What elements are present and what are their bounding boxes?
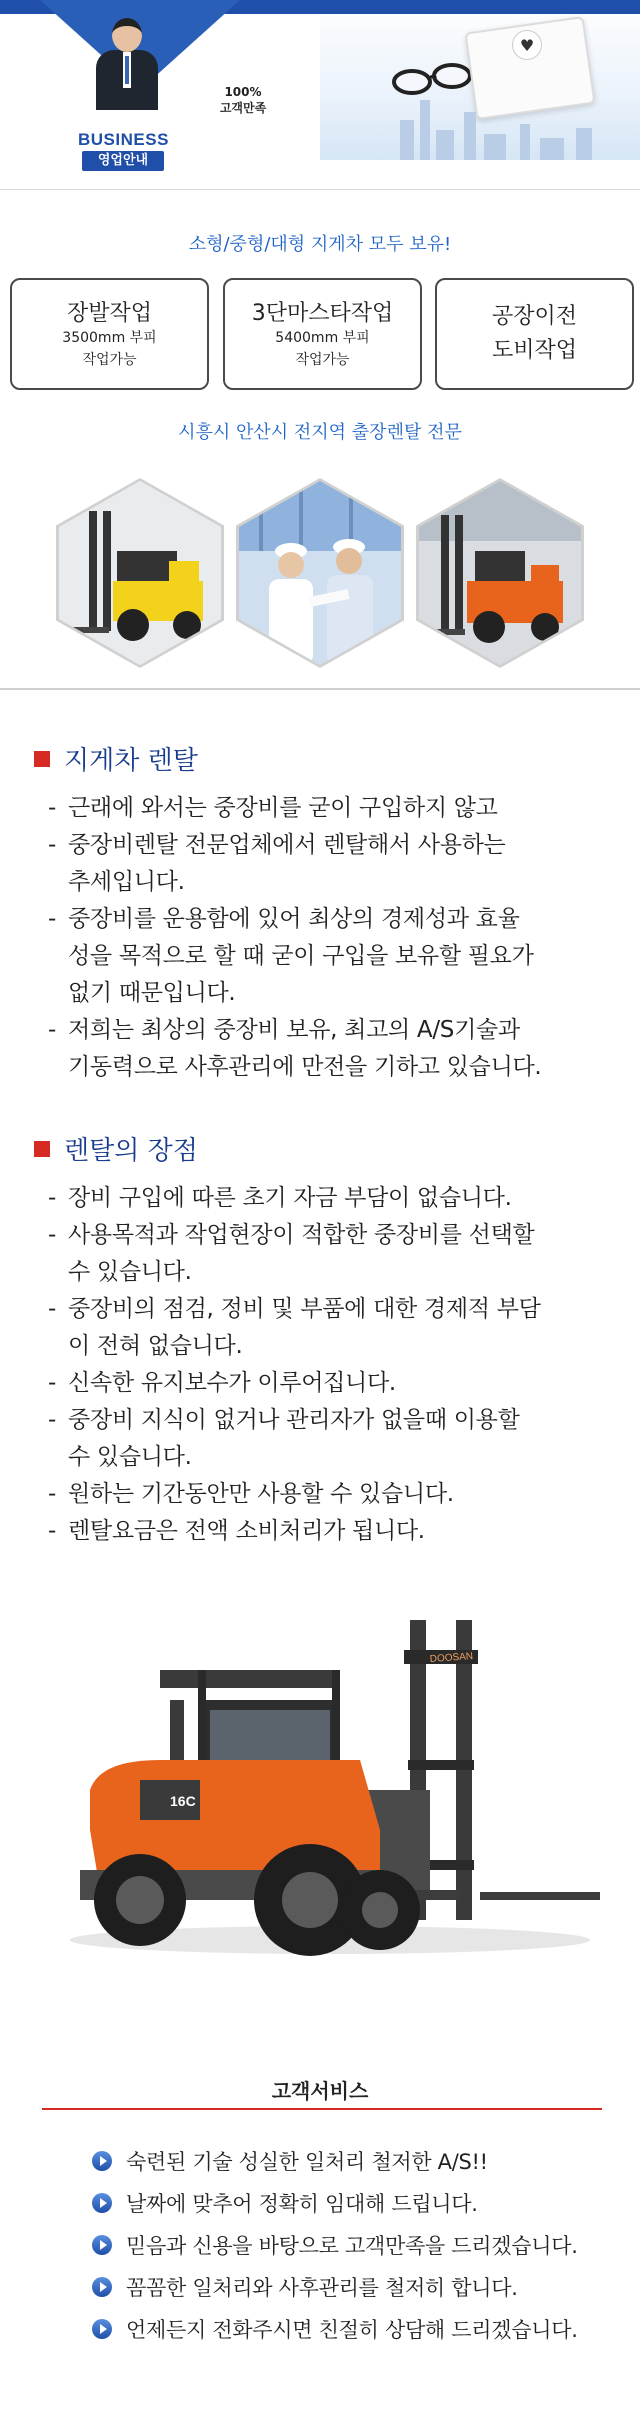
customer-service-divider <box>42 2108 602 2110</box>
list-item: 추세입니다. <box>68 869 185 895</box>
list-item: 없기 때문입니다. <box>68 980 236 1006</box>
play-bullet-icon <box>92 2235 112 2255</box>
section-divider <box>0 688 640 690</box>
section-title-text: 렌탈의 장점 <box>64 1136 198 1166</box>
feature-box-factory-move <box>435 278 634 390</box>
feature-detail: 작업가능 <box>295 352 350 368</box>
section-title-text: 지게차 렌탈 <box>64 746 198 776</box>
list-item: - 중장비 지식이 없거나 관리자가 없을때 이용할 <box>48 1402 628 1439</box>
service-list-item <box>92 2266 632 2308</box>
orange-forklift-image <box>419 481 581 665</box>
feature-title: 공장이전 <box>491 304 577 329</box>
businessman-image <box>92 18 162 110</box>
service-text: 믿음과 신용을 바탕으로 고객만족을 드리겠습니다. <box>126 2234 578 2258</box>
advantages-list <box>48 1180 628 1550</box>
rental-section-title <box>34 740 198 777</box>
service-text: 언제든지 전화주시면 친절히 상담해 드리겠습니다. <box>126 2318 578 2342</box>
subheadline: 시흥시 안산시 전지역 출장렌탈 전문 <box>178 422 462 443</box>
forklift-model-label: 16C <box>170 1793 196 1809</box>
list-item: - 근래에 와서는 중장비를 굳이 구입하지 않고 <box>48 790 628 827</box>
service-list-item <box>92 2140 632 2182</box>
service-text: 꼼꼼한 일처리와 사후관리를 철저히 합니다. <box>126 2276 518 2300</box>
customer-service-list <box>92 2140 632 2350</box>
large-forklift-image <box>60 1610 620 1970</box>
feature-detail: 작업가능 <box>82 352 137 368</box>
list-item: - 원하는 기간동안만 사용할 수 있습니다. <box>48 1476 628 1513</box>
list-item: 수 있습니다. <box>68 1259 192 1285</box>
list-item: - 중장비렌탈 전문업체에서 렌탈해서 사용하는 <box>48 827 628 864</box>
red-square-icon <box>34 751 50 767</box>
list-item: 이 전혀 없습니다. <box>68 1333 243 1359</box>
service-text: 숙련된 기술 성실한 일처리 철저한 A/S!! <box>126 2150 488 2174</box>
service-list-item <box>92 2182 632 2224</box>
forklift-brand-label: DOOSAN <box>429 1650 474 1665</box>
list-item: - 중장비를 운용함에 있어 최상의 경제성과 효율 <box>48 901 628 938</box>
list-item: - 사용목적과 작업현장이 적합한 중장비를 선택할 <box>48 1217 628 1254</box>
service-list-item <box>92 2308 632 2350</box>
percent-value: 100% <box>224 85 262 99</box>
service-text: 날짜에 맞추어 정확히 임대해 드립니다. <box>126 2192 478 2216</box>
list-item: 기동력으로 사후관리에 만전을 기하고 있습니다. <box>68 1054 542 1080</box>
business-info-badge: 영업안내 <box>82 151 164 171</box>
list-item: - 신속한 유지보수가 이루어집니다. <box>48 1365 628 1402</box>
list-item: - 중장비의 점검, 정비 및 부품에 대한 경제적 부담 <box>48 1291 628 1328</box>
feature-title: 도비작업 <box>491 338 577 363</box>
business-people-image <box>239 481 401 665</box>
feature-boxes <box>10 278 634 392</box>
list-item: 성을 목적으로 할 때 굳이 구입을 보유할 필요가 <box>68 943 534 969</box>
feature-box-long-work <box>10 278 209 390</box>
play-bullet-icon <box>92 2277 112 2297</box>
city-skyline-image <box>380 100 620 160</box>
satisfaction-label: 고객만족 <box>219 101 267 115</box>
advantages-section-title <box>34 1130 198 1167</box>
list-item: - 저희는 최상의 중장비 보유, 최고의 A/S기술과 <box>48 1012 628 1049</box>
heart-icon: ♥ <box>512 30 542 60</box>
play-bullet-icon <box>92 2151 112 2171</box>
list-item: - 장비 구입에 따른 초기 자금 부담이 없습니다. <box>48 1180 628 1217</box>
rental-description-list <box>48 790 628 1086</box>
feature-title: 3단마스타작업 <box>251 301 394 326</box>
red-square-icon <box>34 1141 50 1157</box>
business-label: BUSINESS <box>78 130 169 149</box>
hexagon-gallery <box>0 478 640 678</box>
feature-title: 장발작업 <box>66 301 152 326</box>
list-item: - 렌탈요금은 전액 소비처리가 됩니다. <box>48 1513 628 1550</box>
list-item: 수 있습니다. <box>68 1444 192 1470</box>
satisfaction-text <box>208 84 278 116</box>
header-banner <box>0 0 640 190</box>
banner-divider <box>0 189 640 190</box>
glasses-icon <box>390 58 480 98</box>
feature-box-3stage-mast <box>223 278 422 390</box>
play-bullet-icon <box>92 2193 112 2213</box>
yellow-forklift-image <box>59 481 221 665</box>
service-list-item <box>92 2224 632 2266</box>
feature-detail: 5400mm 부피 <box>275 330 370 346</box>
customer-service-title: 고객서비스 <box>271 2079 369 2103</box>
feature-detail: 3500mm 부피 <box>62 330 157 346</box>
headline: 소형/중형/대형 지게차 모두 보유! <box>188 234 452 255</box>
play-bullet-icon <box>92 2319 112 2339</box>
